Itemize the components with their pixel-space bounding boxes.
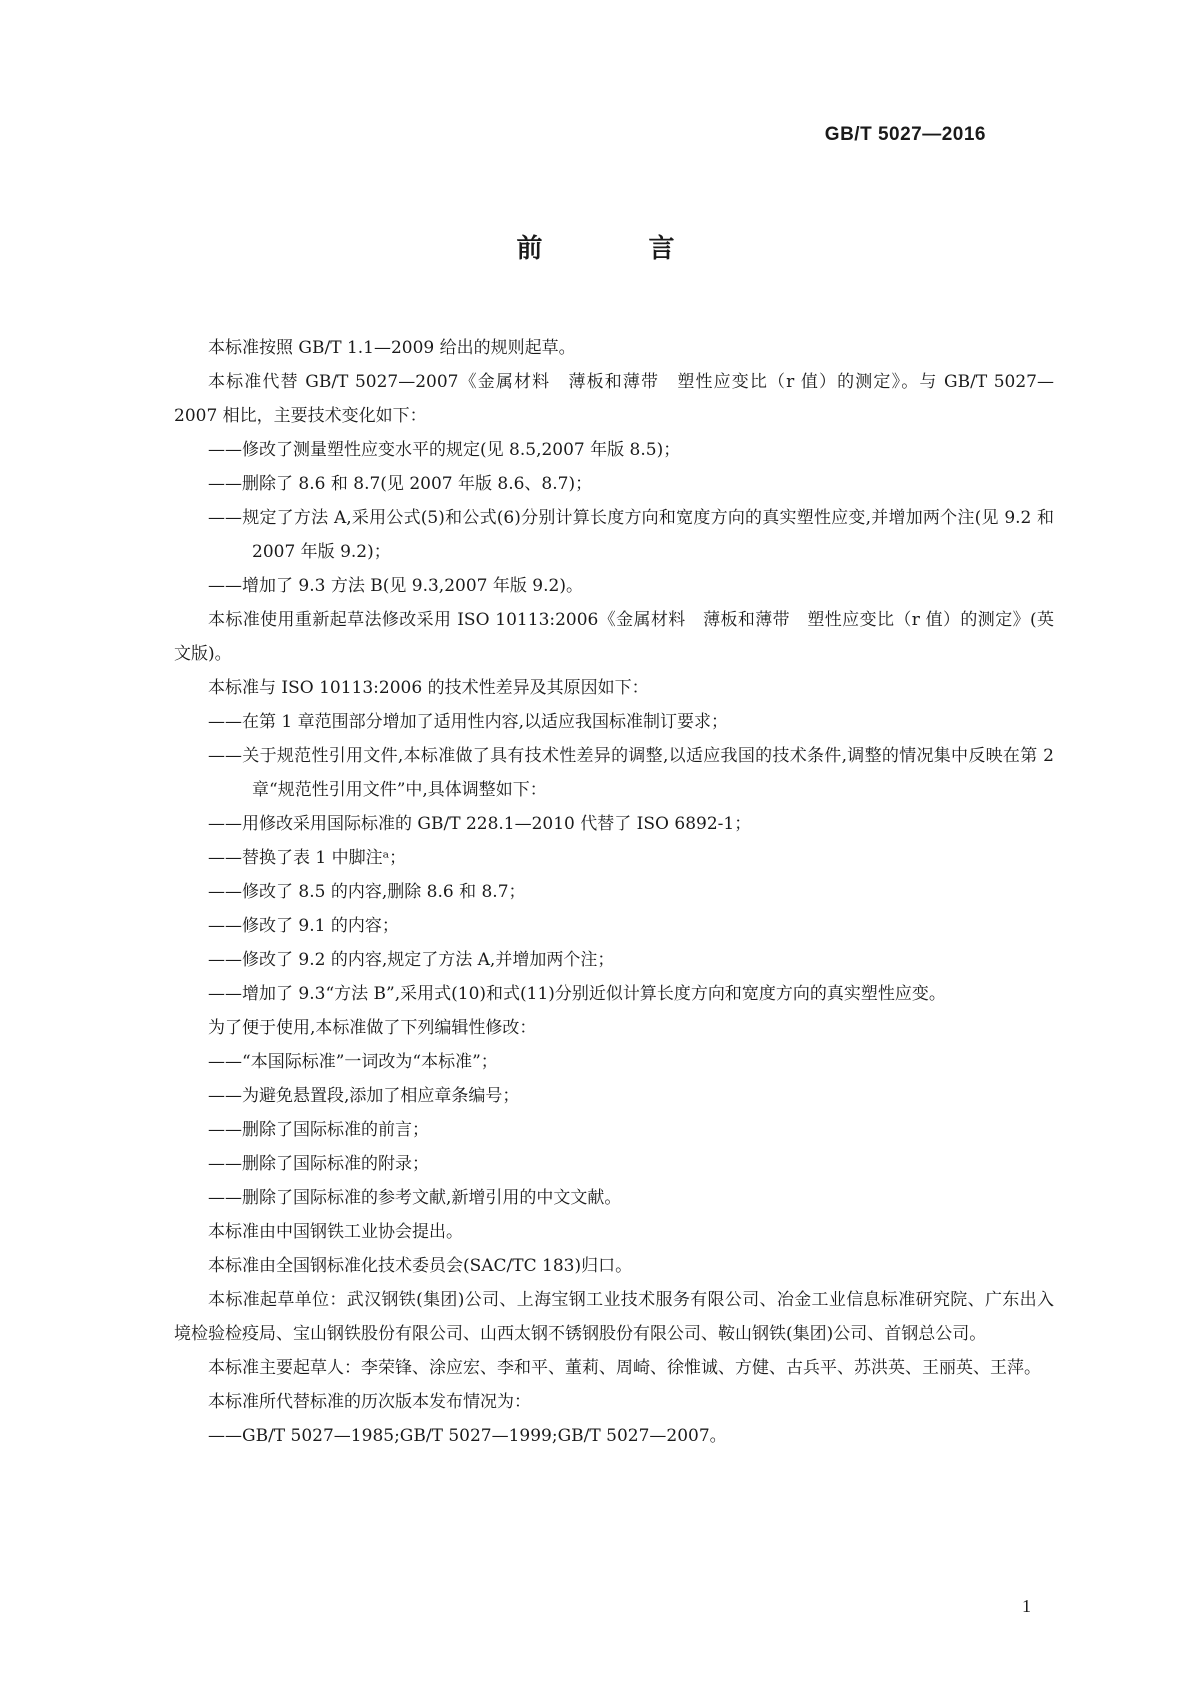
standard-number: GB/T 5027—2016 (824, 124, 986, 145)
page-title: 前 言 (516, 234, 715, 264)
list-item: ——关于规范性引用文件,本标准做了具有技术性差异的调整,以适应我国的技术条件,调整的情况集中反映在第 2 章“规范性引用文件”中,具体调整如下： (208, 746, 1054, 800)
paragraph: 本标准主要起草人：李荣锋、涂应宏、李和平、董莉、周崎、徐惟诚、方健、古兵平、苏洪英、王丽英、王萍。 (208, 1358, 1041, 1378)
list-item: ——删除了 8.6 和 8.7(见 2007 年版 8.6、8.7)； (208, 474, 593, 494)
list-item: ——替换了表 1 中脚注ᵃ； (208, 848, 407, 868)
paragraph: 本标准使用重新起草法修改采用 ISO 10113:2006《金属材料 薄板和薄带 塑性应变比（r 值）的测定》(英文版)。 (174, 610, 1054, 664)
list-item: ——为避免悬置段,添加了相应章条编号； (208, 1086, 520, 1106)
paragraph: 本标准按照 GB/T 1.1—2009 给出的规则起草。 (208, 338, 576, 358)
foreword-body (174, 331, 1054, 1453)
paragraph: 本标准与 ISO 10113:2006 的技术性差异及其原因如下： (208, 678, 649, 698)
list-item: ——规定了方法 A,采用公式(5)和公式(6)分别计算长度方向和宽度方向的真实塑性应变,并增加两个注(见 9.2 和 2007 年版 9.2)； (208, 508, 1054, 562)
list-item: ——GB/T 5027—1985;GB/T 5027—1999;GB/T 5027—2007。 (208, 1426, 727, 1446)
list-item: ——修改了 9.1 的内容； (208, 916, 399, 936)
list-item: ——删除了国际标准的参考文献,新增引用的中文文献。 (208, 1188, 622, 1208)
list-item: ——用修改采用国际标准的 GB/T 228.1—2010 代替了 ISO 6892-1； (208, 814, 752, 834)
page-number: 1 (1022, 1596, 1031, 1616)
paragraph: 本标准起草单位：武汉钢铁(集团)公司、上海宝钢工业技术服务有限公司、冶金工业信息标准研究院、广东出入境检验检疫局、宝山钢铁股份有限公司、山西太钢不锈钢股份有限公司、鞍山钢铁(集团)公司、首钢总公司。 (174, 1290, 1054, 1344)
list-item: ——删除了国际标准的附录； (208, 1154, 429, 1174)
paragraph: 为了便于使用,本标准做了下列编辑性修改： (208, 1018, 537, 1038)
paragraph: 本标准代替 GB/T 5027—2007《金属材料 薄板和薄带 塑性应变比（r 值）的测定》。与 GB/T 5027—2007 相比，主要技术变化如下： (174, 372, 1054, 426)
list-item: ——删除了国际标准的前言； (208, 1120, 429, 1140)
paragraph: 本标准由全国钢标准化技术委员会(SAC/TC 183)归口。 (208, 1256, 633, 1276)
paragraph: 本标准所代替标准的历次版本发布情况为： (208, 1392, 531, 1412)
list-item: ——修改了测量塑性应变水平的规定(见 8.5,2007 年版 8.5)； (208, 440, 681, 460)
list-item: ——修改了 9.2 的内容,规定了方法 A,并增加两个注； (208, 950, 615, 970)
list-item: ——在第 1 章范围部分增加了适用性内容,以适应我国标准制订要求； (208, 712, 729, 732)
paragraph: 本标准由中国钢铁工业协会提出。 (208, 1222, 463, 1242)
list-item: ——“本国际标准”一词改为“本标准”； (208, 1052, 498, 1072)
list-item: ——增加了 9.3 方法 B(见 9.3,2007 年版 9.2)。 (208, 576, 583, 596)
list-item: ——修改了 8.5 的内容,删除 8.6 和 8.7； (208, 882, 526, 902)
list-item: ——增加了 9.3“方法 B”,采用式(10)和式(11)分别近似计算长度方向和宽度方向的真实塑性应变。 (208, 984, 946, 1004)
